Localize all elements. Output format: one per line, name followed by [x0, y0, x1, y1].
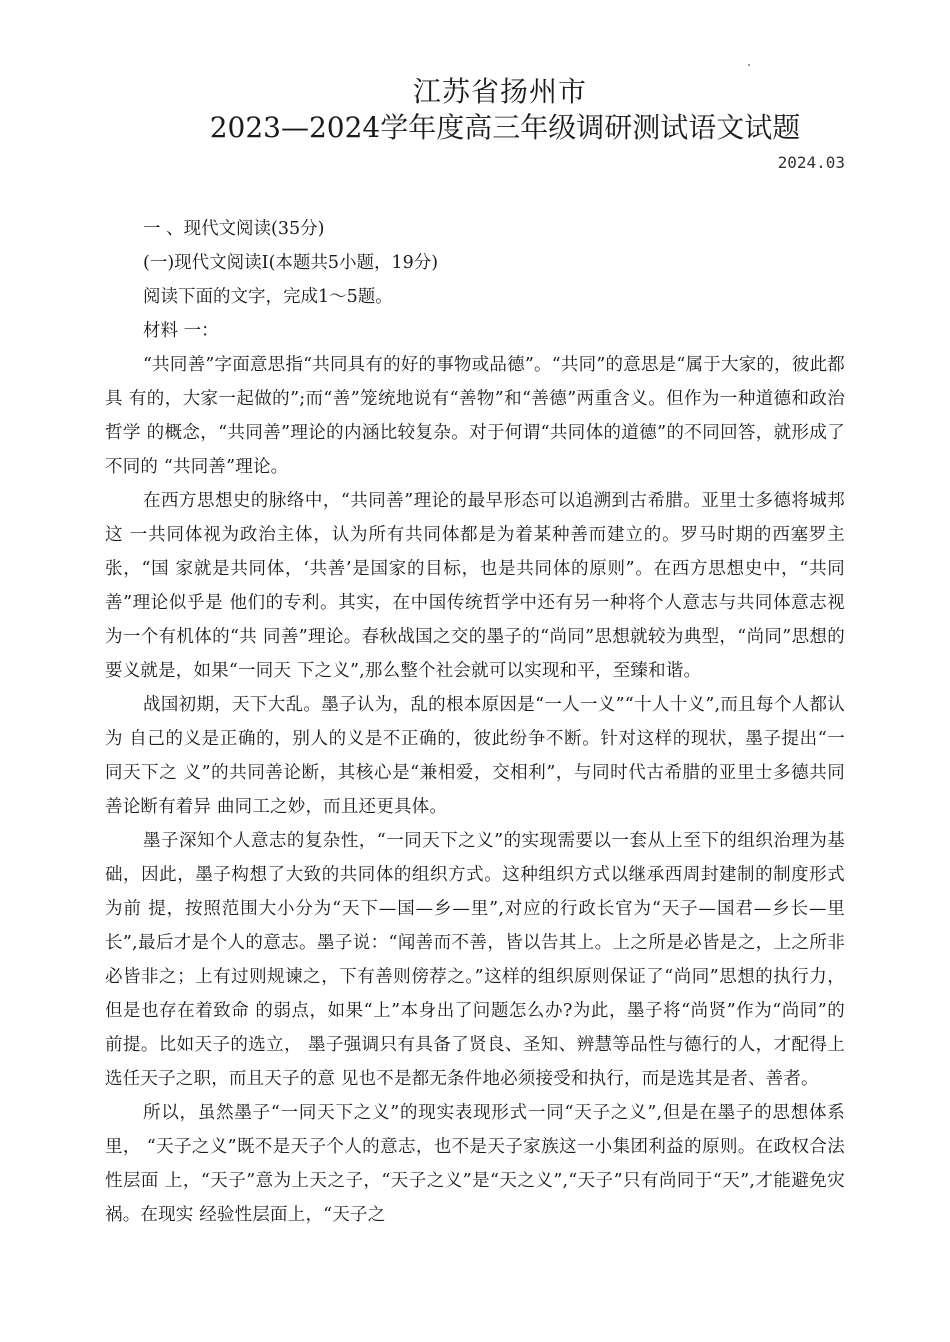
paragraph: 战国初期，天下大乱。墨子认为，乱的根本原因是“一人一义”“十人十义”,而且每个人都认为 自己的义是正确的，别人的义是不正确的，彼此纷争不断。针对这样的现状，墨子提出“一同天下之 义”的共同善论断，其核心是“兼相爱，交相利”，与同时代古希腊的亚里士多德共同善论断有着异 曲同工之妙，而且还更具体。 [105, 695, 845, 817]
scan-dot [748, 64, 750, 66]
paragraph: “共同善”字面意思指“共同具有的好的事物或品德”。“共同”的意思是“属于大家的，彼此都具 有的，大家一起做的”;而“善”笼统地说有“善物”和“善德”两重含义。但作为一种道德和政治哲学 的概念，“共同善”理论的内涵比较复杂。对于何谓“共同体的道德”的不同回答，就形成了不同的 “共同善”理论。 [105, 355, 845, 477]
document-date: 2024.03 [777, 153, 845, 172]
section-heading: 一 、现代文阅读(35分) [143, 219, 325, 239]
document-title-line2: 2023—2024学年度高三年级调研测试语文试题 [209, 111, 801, 144]
material-label: 材料 一： [143, 321, 219, 341]
paragraph: 所以，虽然墨子“一同天下之义”的现实表现形式一同“天子之义”,但是在墨子的思想体系里， “天子之义”既不是天子个人的意志，也不是天子家族这一小集团利益的原则。在政权合法性层面 上，“天子”意为上天之子，“天子之义”是“天之义”,“天子”只有尚同于“天”,才能避免灾祸。在现实 经验性层面上，“天子之 [105, 1103, 845, 1225]
reading-instruction: 阅读下面的文字，完成1～5题。 [143, 287, 393, 307]
document-title-line1: 江苏省扬州市 [412, 75, 587, 108]
paragraph: 在西方思想史的脉络中，“共同善”理论的最早形态可以追溯到古希腊。亚里士多德将城邦这 一共同体视为政治主体，认为所有共同体都是为着某种善而建立的。罗马时期的西塞罗主张，“国 家就是共同体，‘共善’是国家的目标，也是共同体的原则”。在西方思想史中，“共同善”理论似乎是 他们的专利。其实，在中国传统哲学中还有另一种将个人意志与共同体意志视为一个有机体的“共 同善”理论。春秋战国之交的墨子的“尚同”思想就较为典型，“尚同”思想的要义就是，如果“一同天 下之义”,那么整个社会就可以实现和平，至臻和谐。 [105, 491, 845, 681]
document-body [105, 212, 845, 1232]
section-subheading: (一)现代文阅读Ⅰ(本题共5小题，19分) [143, 253, 439, 273]
paragraph: 墨子深知个人意志的复杂性，“一同天下之义”的实现需要以一套从上至下的组织治理为基 础，因此，墨子构想了大致的共同体的组织方式。这种组织方式以继承西周封建制的制度形式为前 提，按照范围大小分为“天下—国—乡—里”,对应的行政长官为“天子—国君—乡长—里长”,最后才是个人的意志。墨子说：“闻善而不善，皆以告其上。上之所是必皆是之，上之所非必皆非之；上有过则规谏之，下有善则傍荐之。”这样的组织原则保证了“尚同”思想的执行力，但是也存在着致命 的弱点，如果“上”本身出了问题怎么办?为此，墨子将“尚贤”作为“尚同”的前提。比如天子的选立， 墨子强调只有具备了贤良、圣知、辨慧等品性与德行的人，才配得上选任天子之职，而且天子的意 见也不是都无条件地必须接受和执行，而是选其是者、善者。 [105, 831, 845, 1089]
